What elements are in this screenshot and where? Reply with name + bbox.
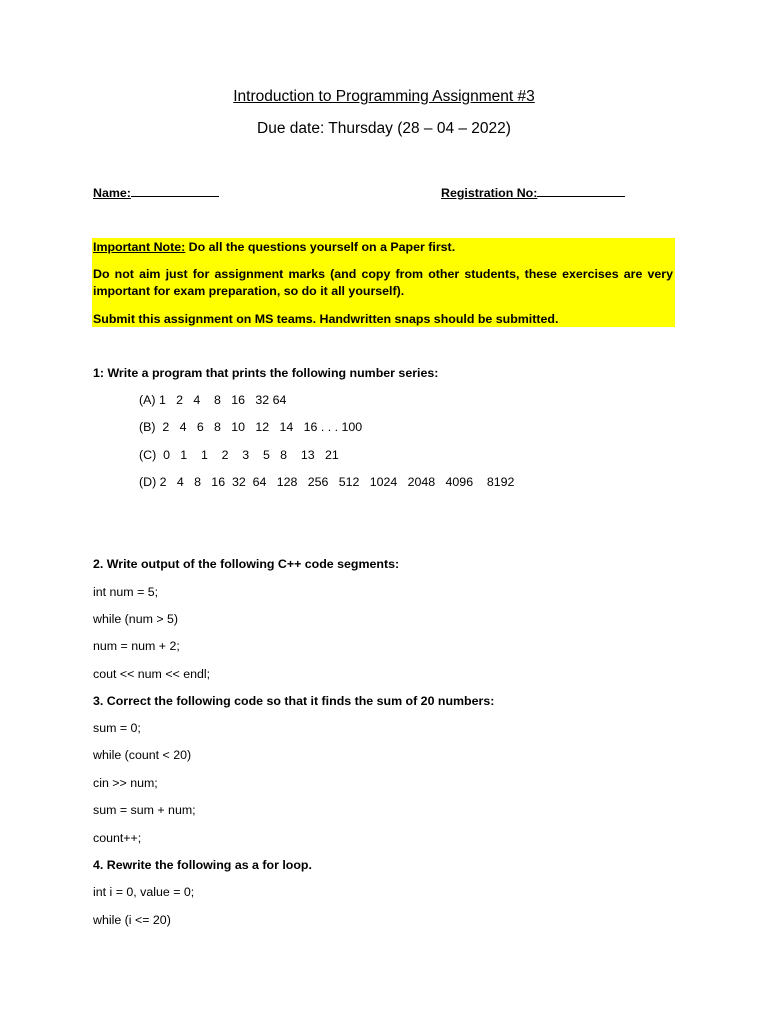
registration-blank-line — [537, 184, 625, 197]
question-4-heading: 4. Rewrite the following as a for loop. — [93, 858, 312, 872]
registration-field — [441, 184, 625, 200]
note-line-3: Submit this assignment on MS teams. Handwritten snaps should be submitted. — [93, 312, 559, 326]
note-label: Important Note: — [93, 240, 186, 254]
document-title: Introduction to Programming Assignment #3 — [233, 88, 535, 105]
series-b: (B) 2 4 6 8 10 12 14 16 . . . 100 — [139, 420, 363, 434]
q2-code-line: while (num > 5) — [93, 612, 179, 626]
series-d: (D) 2 4 8 16 32 64 128 256 512 1024 2048 4096 8192 — [139, 475, 515, 489]
question-1-heading: 1: Write a program that prints the following number series: — [93, 366, 439, 380]
note-line-1 — [93, 239, 673, 256]
note-line-1-text: Do all the questions yourself on a Paper first. — [185, 240, 456, 254]
due-date: Due date: Thursday (28 – 04 – 2022) — [257, 120, 511, 137]
series-c: (C) 0 1 1 2 3 5 8 13 21 — [139, 448, 339, 462]
question-3-heading: 3. Correct the following code so that it finds the sum of 20 numbers: — [93, 694, 495, 708]
q3-code-line: count++; — [93, 831, 142, 845]
name-label: Name: — [93, 186, 131, 200]
note-line-2: Do not aim just for assignment marks (and copy from other students, these exercises are very important for exam preparation, so do it all yourself). — [93, 267, 673, 298]
q2-code-line: cout << num << endl; — [93, 667, 211, 681]
q4-code-line: while (i <= 20) — [93, 913, 171, 927]
q4-code-line: int i = 0, value = 0; — [93, 885, 195, 899]
question-2-heading: 2. Write output of the following C++ code segments: — [93, 557, 400, 571]
q3-code-line: while (count < 20) — [93, 748, 192, 762]
important-note-box — [92, 238, 675, 327]
q3-code-line: sum = 0; — [93, 721, 141, 735]
series-a: (A) 1 2 4 8 16 32 64 — [139, 393, 287, 407]
q2-code-line: num = num + 2; — [93, 639, 180, 653]
name-field — [93, 184, 219, 200]
registration-label: Registration No: — [441, 186, 538, 200]
q2-code-line: int num = 5; — [93, 585, 159, 599]
q3-code-line: cin >> num; — [93, 776, 158, 790]
name-blank-line — [131, 184, 219, 197]
q3-code-line: sum = sum + num; — [93, 803, 196, 817]
